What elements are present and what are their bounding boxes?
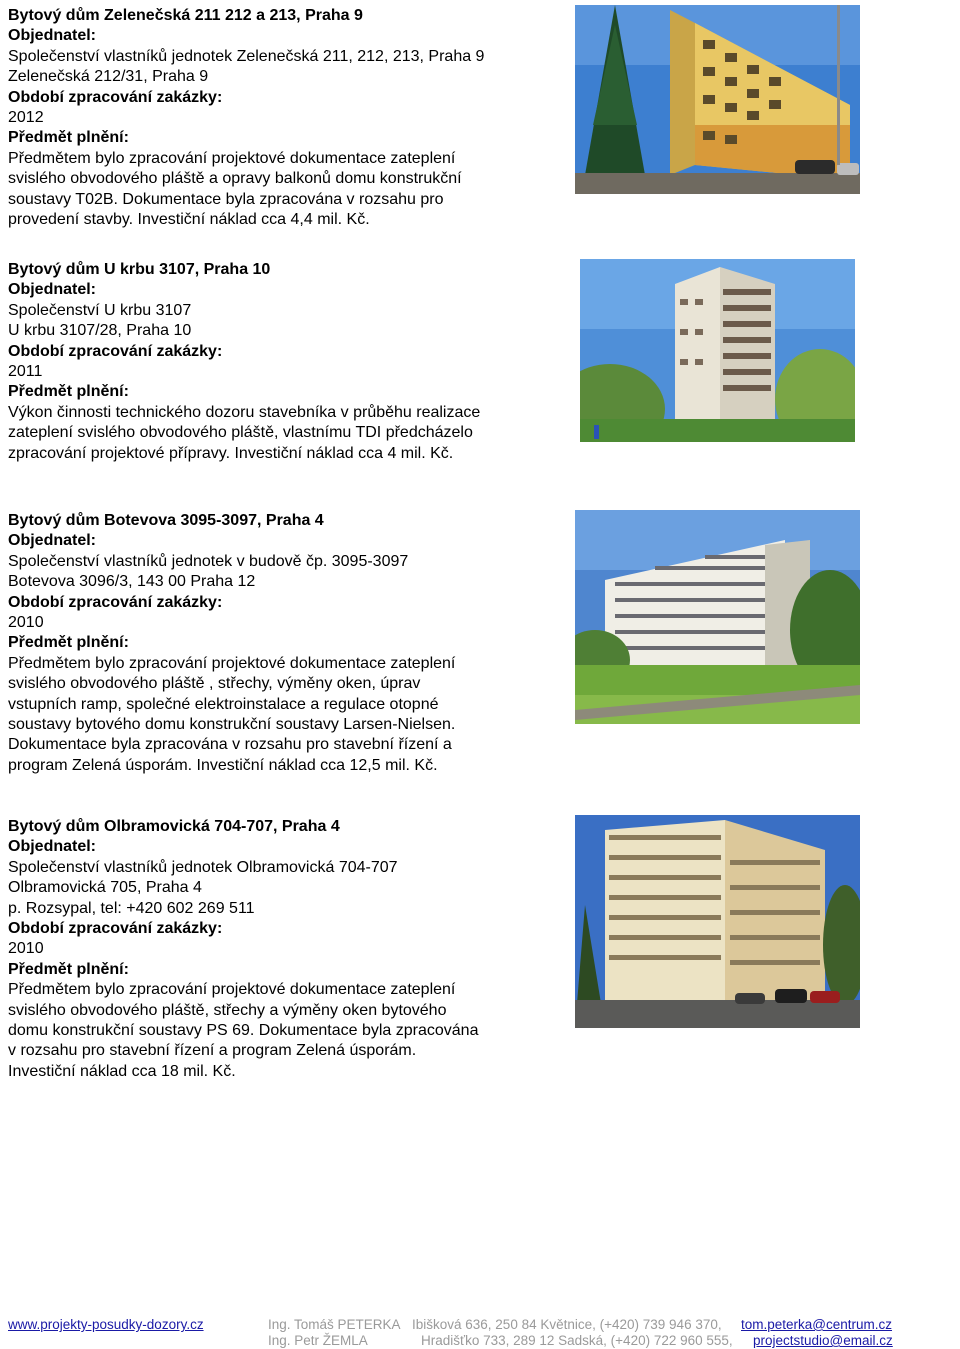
client-label: Objednatel: <box>8 281 97 299</box>
client-label: Objednatel: <box>8 532 97 550</box>
subject-line: provedení stavby. Investiční náklad cca 4,4 mil. Kč. <box>8 211 370 229</box>
client-line: p. Rozsypal, tel: +420 602 269 511 <box>8 899 255 917</box>
subject-label: Předmět plnění: <box>8 634 129 652</box>
period-value: 2012 <box>8 109 44 127</box>
email-link-2[interactable]: projectstudio@email.cz <box>753 1333 893 1348</box>
subject-line: soustavy bytového domu konstrukční soustavy Larsen-Nielsen. <box>8 716 456 734</box>
subject-line: soustavy T02B. Dokumentace byla zpracována v rozsahu pro <box>8 190 444 208</box>
footer-address-1: Ibišková 636, 250 84 Květnice, (+420) 739 946 370, <box>412 1317 722 1332</box>
subject-line: Předmětem bylo zpracování projektové dokumentace zateplení <box>8 981 456 999</box>
project-olbramovicka <box>8 817 563 1082</box>
building-photo-zelenecska <box>575 5 860 194</box>
subject-line: svislého obvodového pláště, střechy a výměny oken bytového <box>8 1001 447 1019</box>
website-link[interactable]: www.projekty-posudky-dozory.cz <box>8 1317 204 1332</box>
client-line: U krbu 3107/28, Praha 10 <box>8 322 192 340</box>
subject-label: Předmět plnění: <box>8 129 129 147</box>
footer-person-2: Ing. Petr ŽEMLA <box>268 1333 368 1348</box>
client-line: Společenství vlastníků jednotek v budově čp. 3095-3097 <box>8 552 409 570</box>
period-value: 2010 <box>8 614 44 632</box>
subject-line: domu konstrukční soustavy PS 69. Dokumentace byla zpracována <box>8 1022 479 1040</box>
project-zelenecska <box>8 6 563 230</box>
project-u-krbu <box>8 260 563 464</box>
project-botevova <box>8 511 563 776</box>
subject-line: Výkon činnosti technického dozoru stavebníka v průběhu realizace <box>8 403 481 421</box>
period-label: Období zpracování zakázky: <box>8 342 223 360</box>
subject-line: Dokumentace byla zpracována v rozsahu pro stavební řízení a <box>8 736 452 754</box>
period-label: Období zpracování zakázky: <box>8 593 223 611</box>
building-photo-botevova <box>575 510 860 724</box>
subject-label: Předmět plnění: <box>8 383 129 401</box>
subject-line: zateplení svislého obvodového pláště, vlastnímu TDI předcházelo <box>8 424 473 442</box>
project-title: Bytový dům Botevova 3095-3097, Praha 4 <box>8 512 324 529</box>
project-title: Bytový dům Olbramovická 704-707, Praha 4 <box>8 818 340 835</box>
client-line: Olbramovická 705, Praha 4 <box>8 879 202 897</box>
subject-line: program Zelená úsporám. Investiční náklad cca 12,5 mil. Kč. <box>8 756 438 774</box>
subject-line: Investiční náklad cca 18 mil. Kč. <box>8 1062 236 1080</box>
subject-line: svislého obvodového pláště a opravy balkonů domu konstrukční <box>8 170 462 188</box>
client-line: Společenství U krbu 3107 <box>8 301 192 319</box>
client-label: Objednatel: <box>8 27 97 45</box>
building-photo-u-krbu <box>580 259 855 442</box>
subject-line: vstupních ramp, společné elektroinstalace a regulace otopné <box>8 695 439 713</box>
subject-line: Předmětem bylo zpracování projektové dokumentace zateplení <box>8 654 456 672</box>
page-footer <box>0 1314 960 1349</box>
footer-person-1: Ing. Tomáš PETERKA <box>268 1317 401 1332</box>
client-line: Společenství vlastníků jednotek Olbramovická 704-707 <box>8 858 398 876</box>
client-line: Společenství vlastníků jednotek Zelenečská 211, 212, 213, Praha 9 <box>8 47 485 65</box>
client-line: Botevova 3096/3, 143 00 Praha 12 <box>8 573 256 591</box>
subject-line: svislého obvodového pláště , střechy, výměny oken, úprav <box>8 675 421 693</box>
footer-address-2: Hradišťko 733, 289 12 Sadská, (+420) 722 960 555, <box>421 1333 733 1348</box>
project-title: Bytový dům U krbu 3107, Praha 10 <box>8 261 271 278</box>
period-value: 2010 <box>8 940 44 958</box>
subject-line: zpracování projektové přípravy. Investiční náklad cca 4 mil. Kč. <box>8 444 454 462</box>
building-photo-olbramovicka <box>575 815 860 1028</box>
subject-label: Předmět plnění: <box>8 960 129 978</box>
email-link-1[interactable]: tom.peterka@centrum.cz <box>741 1317 893 1332</box>
subject-line: v rozsahu pro stavební řízení a program Zelená úsporám. <box>8 1042 417 1060</box>
project-title: Bytový dům Zelenečská 211 212 a 213, Praha 9 <box>8 7 363 24</box>
client-line: Zelenečská 212/31, Praha 9 <box>8 68 209 86</box>
period-value: 2011 <box>8 363 43 381</box>
subject-line: Předmětem bylo zpracování projektové dokumentace zateplení <box>8 149 456 167</box>
period-label: Období zpracování zakázky: <box>8 920 223 938</box>
period-label: Období zpracování zakázky: <box>8 88 223 106</box>
client-label: Objednatel: <box>8 838 97 856</box>
